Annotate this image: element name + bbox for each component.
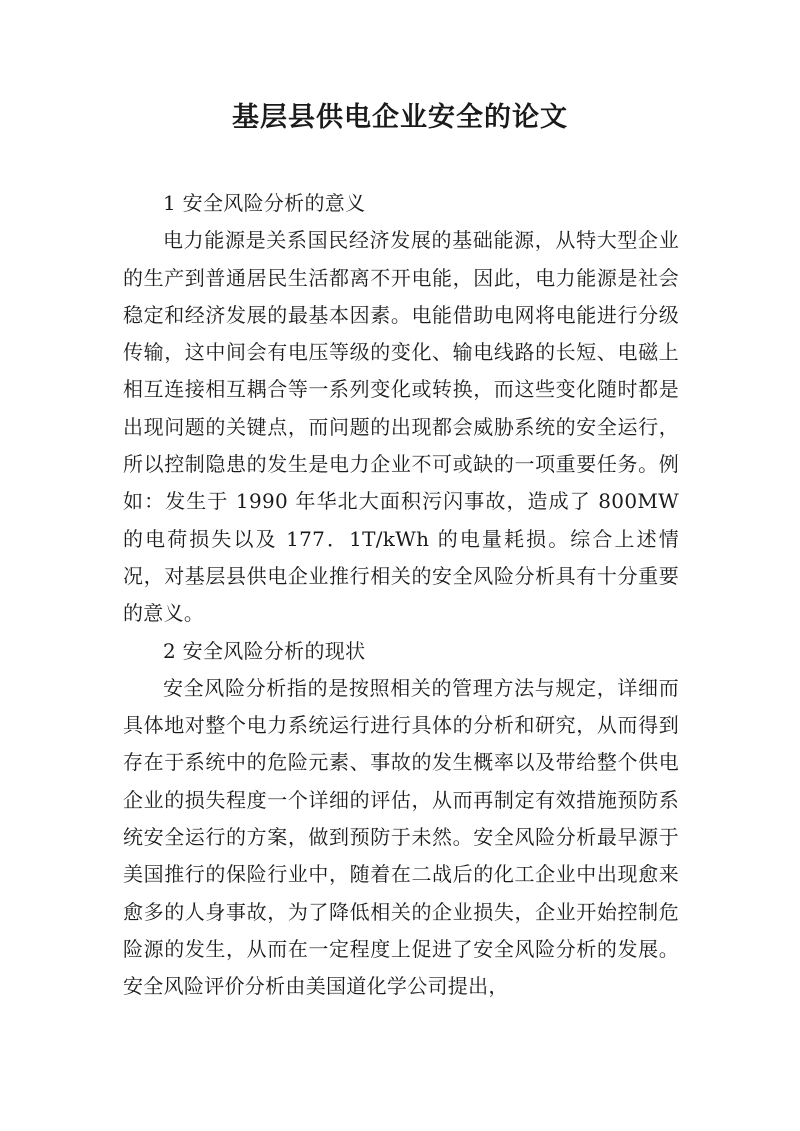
section-heading-2: 2 安全风险分析的现状: [163, 638, 366, 663]
section-paragraph-1: 电力能源是关系国民经济发展的基础能源，从特大型企业的生产到普通居民生活都离不开电能，因此，电力能源是社会稳定和经济发展的最基本因素。电能借助电网将电能进行分级传输，这中间会有电压等级的变化、输电线路的长短、电磁上相互连接相互耦合等一系列变化或转换，而这些变化随时都是出现问题的关键点，而问题的出现都会威胁系统的安全运行，所以控制隐患的发生是电力企业不可或缺的一项重要任务。例如：发生于 1990 年华北大面积污闪事故，造成了 800MW 的电荷损失以及 177．1T/kWh 的电量耗损。综合上述情况，对基层县供电企业推行相关的安全风险分析具有十分重要的意义。: [123, 228, 679, 626]
section-paragraph-2: 安全风险分析指的是按照相关的管理方法与规定，详细而具体地对整个电力系统运行进行具体的分析和研究，从而得到存在于系统中的危险元素、事故的发生概率以及带给整个供电企业的损失程度一个详细的评估，从而再制定有效措施预防系统安全运行的方案，做到预防于未然。安全风险分析最早源于美国推行的保险行业中，随着在二战后的化工企业中出现愈来愈多的人身事故，为了降低相关的企业损失，企业开始控制危险源的发生，从而在一定程度上促进了安全风险分析的发展。安全风险评价分析由美国道化学公司提出，: [123, 675, 679, 999]
section-heading-1: 1 安全风险分析的意义: [163, 191, 366, 215]
document-body: [123, 185, 679, 1006]
document-title: 基层县供电企业安全的论文: [232, 102, 568, 133]
